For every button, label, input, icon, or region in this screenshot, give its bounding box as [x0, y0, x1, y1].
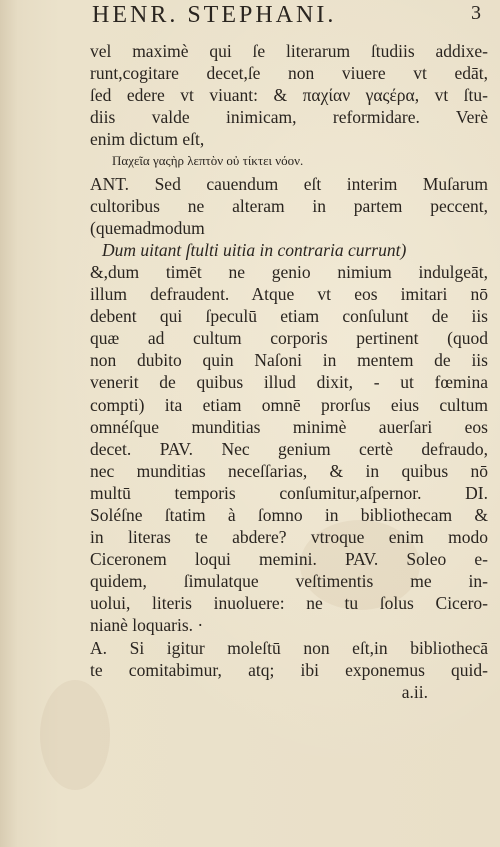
- text-line: diis valde inimicam, reformidare. Verè: [90, 107, 488, 128]
- running-head: [92, 2, 484, 29]
- text-line: nianè loquaris. ·: [90, 615, 204, 636]
- text-line: nec munditias neceſſarias, & in quibus nō: [90, 460, 488, 481]
- greek-verse: Παχεῖα γαςὴρ λεπτὸν οὐ τίκτει νόον.: [112, 153, 304, 169]
- text-line: enim dictum eſt,: [90, 129, 205, 150]
- text-line: quidem, ſimulatque veſtimentis me in-: [90, 571, 488, 592]
- text-line: A. Si igitur moleſtū non eſt,in bibliothecā: [90, 637, 488, 658]
- text-line: debent qui ſpeculū etiam conſulunt de iis: [90, 306, 488, 327]
- page-number: 3: [471, 2, 484, 24]
- text-line: illum defraudent. Atque vt eos imitari nō: [90, 284, 488, 305]
- text-line: vel maximè qui ſe literarum ſtudiis addixe-: [90, 41, 488, 61]
- text-line: decet. PAV. Nec genium certè defraudo,: [90, 438, 488, 459]
- text-line: &,dum timēt ne genio nimium indulgeāt,: [90, 261, 488, 282]
- text-line: in literas te abdere? vtroque enim modo: [90, 527, 488, 548]
- text-line: ſed edere vt viuant: & παχίαν γαςέρα, vt ſtu-: [90, 85, 488, 106]
- text-line: Ciceronem loqui memini. PAV. Soleo e-: [90, 549, 488, 570]
- signature-mark: a.ii.: [401, 681, 428, 702]
- text-line: runt,cogitare decet,ſe non viuere vt edāt,: [90, 63, 488, 84]
- text-line: ANT. Sed cauendum eſt interim Muſarum: [90, 173, 488, 194]
- text-line: multū temporis conſumitur,aſpernor. DI.: [90, 482, 488, 503]
- quoted-verse: Dum uitant ſtulti uitia in contraria currunt): [102, 239, 407, 260]
- text-line: uolui, literis inuoluere: ne tu ſolus Cicero-: [90, 593, 488, 614]
- text-line: non dubito quin Naſoni in mentem de iis: [90, 350, 488, 371]
- running-title: HENR. STEPHANI.: [92, 2, 337, 28]
- text-line: quæ ad cultum corporis pertinent (quod: [90, 328, 488, 349]
- text-line: compti) ita etiam omnē prorſus eius cultum: [90, 394, 488, 415]
- text-block: [90, 40, 488, 703]
- text-line: venerit de quibus illud dixit, - ut fœmina: [90, 372, 488, 393]
- text-line: Soléſne ſtatim à ſomno in bibliothecam &: [90, 504, 488, 525]
- text-line: te comitabimur, atq; ibi exponemus quid-: [90, 659, 488, 680]
- text-line: cultoribus ne alteram in partem peccent,: [90, 195, 488, 216]
- text-line: (quemadmodum: [90, 217, 205, 238]
- text-line: omnéſque munditias minimè auerſari eos: [90, 416, 488, 437]
